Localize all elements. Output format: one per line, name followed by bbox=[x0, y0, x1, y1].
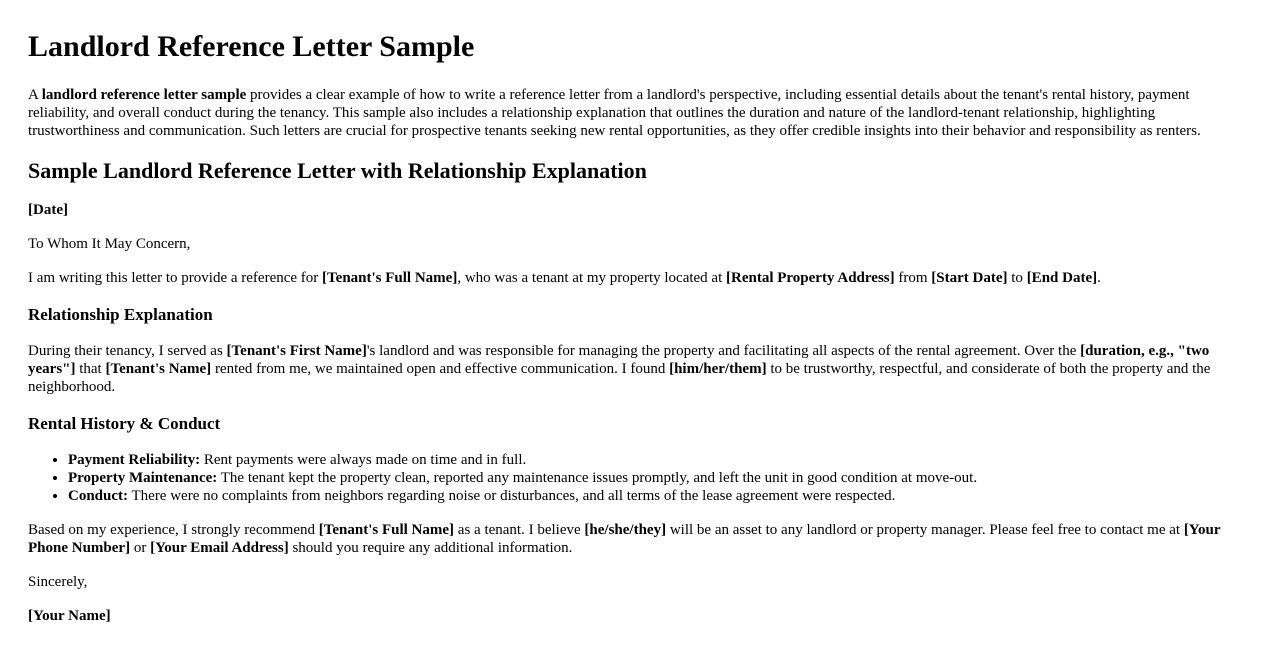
relationship-text: that bbox=[75, 361, 106, 377]
opening-text: , who was a tenant at my property located at bbox=[457, 270, 727, 286]
letter-signature bbox=[28, 607, 1250, 625]
closing-text: as a tenant. I believe bbox=[454, 522, 585, 538]
tenant-first-name-placeholder: [Tenant's First Name] bbox=[226, 343, 367, 359]
section-title: Sample Landlord Reference Letter with Relationship Explanation bbox=[28, 158, 647, 183]
intro-keyword: landlord reference letter sample bbox=[41, 87, 247, 103]
start-date-placeholder: [Start Date] bbox=[931, 270, 1008, 286]
tenant-name-placeholder: [Tenant's Name] bbox=[105, 361, 212, 377]
list-item-text: The tenant kept the property clean, reported any maintenance issues promptly, and left the unit in good condition at move-out. bbox=[217, 470, 978, 486]
closing-text: will be an asset to any landlord or property manager. Please feel free to contact me at bbox=[666, 522, 1184, 538]
relationship-text: to be trustworthy, respectful, and considerate of both the property and the neighborhood. bbox=[28, 361, 1211, 395]
closing-text: Based on my experience, I strongly recommend bbox=[28, 522, 319, 538]
intro-text: A bbox=[28, 87, 42, 103]
list-item-text: There were no complaints from neighbors regarding noise or disturbances, and all terms of the lease agreement were respected. bbox=[128, 488, 896, 504]
pronoun-placeholder: [he/she/they] bbox=[584, 522, 667, 538]
your-name-placeholder: [Your Name] bbox=[28, 608, 111, 624]
relationship-heading: Relationship Explanation bbox=[28, 305, 213, 324]
letter-opening-paragraph bbox=[28, 269, 1250, 287]
opening-text: from bbox=[894, 270, 932, 286]
rental-history-list bbox=[28, 451, 1250, 505]
list-item-label: Conduct: bbox=[68, 488, 129, 504]
duration-placeholder: [duration, e.g., "two years"] bbox=[28, 343, 1210, 377]
list-item-label: Payment Reliability: bbox=[68, 452, 201, 468]
list-item bbox=[68, 487, 1250, 505]
letter-salutation: To Whom It May Concern, bbox=[28, 236, 191, 252]
relationship-text: rented from me, we maintained open and effective communication. I found bbox=[211, 361, 670, 377]
closing-text: or bbox=[130, 540, 151, 556]
relationship-text: During their tenancy, I served as bbox=[28, 343, 227, 359]
property-address-placeholder: [Rental Property Address] bbox=[726, 270, 895, 286]
closing-paragraph bbox=[28, 521, 1250, 557]
opening-text: I am writing this letter to provide a reference for bbox=[28, 270, 323, 286]
intro-paragraph bbox=[28, 86, 1250, 140]
opening-text: . bbox=[1097, 270, 1101, 286]
list-item bbox=[68, 451, 1250, 469]
pronoun-placeholder: [him/her/them] bbox=[669, 361, 767, 377]
rental-history-heading: Rental History & Conduct bbox=[28, 414, 221, 433]
relationship-paragraph bbox=[28, 342, 1250, 396]
letter-signoff: Sincerely, bbox=[28, 574, 88, 590]
intro-text: provides a clear example of how to write a reference letter from a landlord's perspective, including essential details about the tenant's rental history, payment reliability, and overall conduct during the tenancy. This sample also includes a relationship explanation that outlines the duration and nature of the landlord-tenant relationship, highlighting trustworthiness and communication. Such letters are crucial for prospective tenants seeking new rental opportunities, as they offer credible insights into their behavior and responsibility as renters. bbox=[28, 87, 1201, 139]
tenant-full-name-placeholder: [Tenant's Full Name] bbox=[318, 522, 455, 538]
relationship-text: 's landlord and was responsible for managing the property and facilitating all aspects of the rental agreement. Over the bbox=[366, 343, 1081, 359]
closing-text: should you require any additional information. bbox=[288, 540, 573, 556]
list-item-label: Property Maintenance: bbox=[68, 470, 218, 486]
letter-date bbox=[28, 201, 1250, 219]
email-placeholder: [Your Email Address] bbox=[150, 540, 289, 556]
end-date-placeholder: [End Date] bbox=[1026, 270, 1098, 286]
page-title: Landlord Reference Letter Sample bbox=[28, 30, 475, 63]
phone-placeholder: [Your Phone Number] bbox=[28, 522, 1221, 556]
tenant-full-name-placeholder: [Tenant's Full Name] bbox=[322, 270, 458, 286]
list-item bbox=[68, 469, 1250, 487]
date-placeholder: [Date] bbox=[28, 202, 68, 218]
opening-text: to bbox=[1007, 270, 1027, 286]
list-item-text: Rent payments were always made on time and in full. bbox=[200, 452, 527, 468]
